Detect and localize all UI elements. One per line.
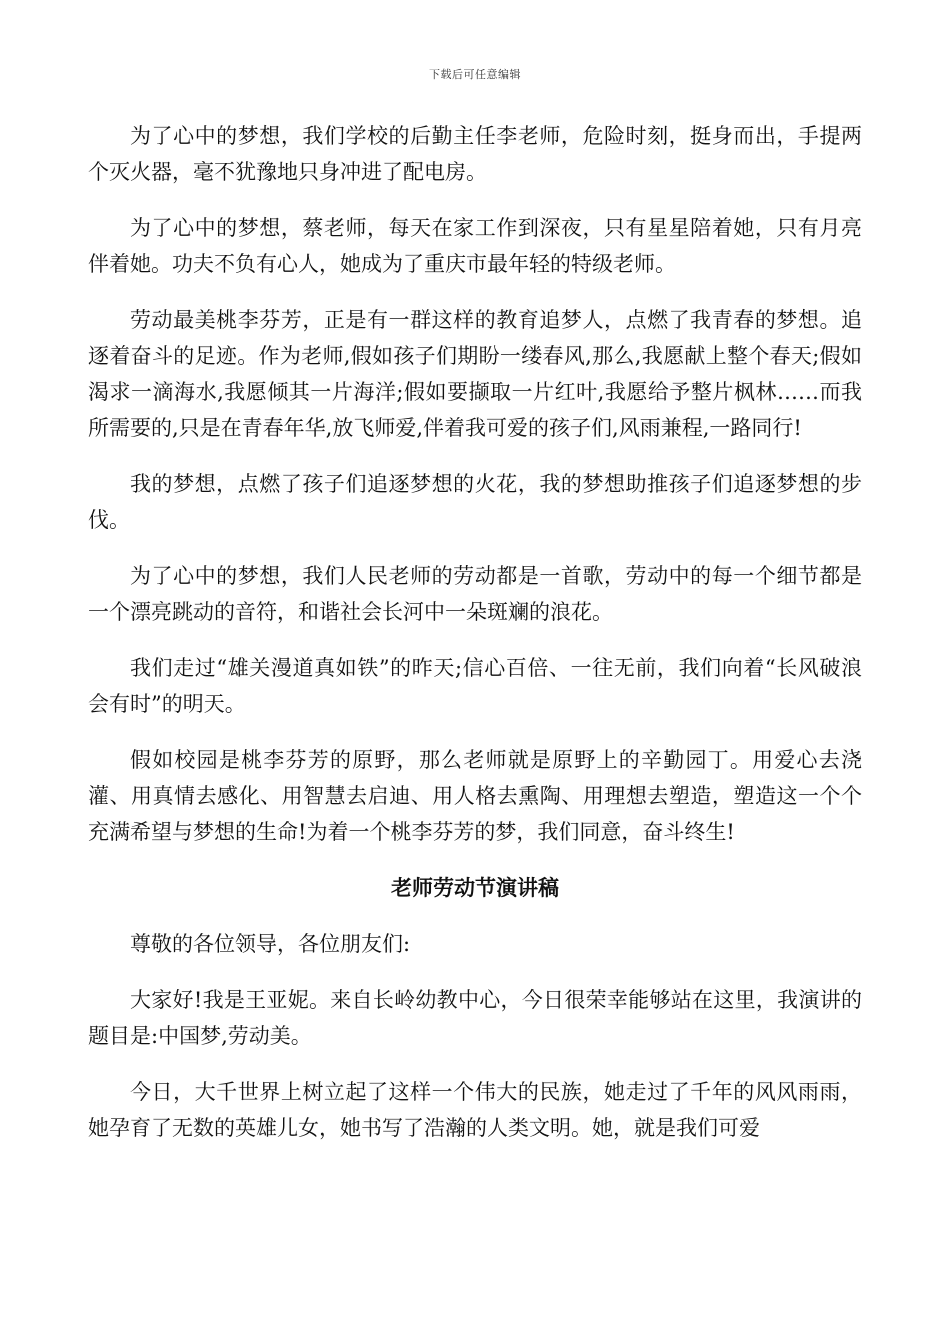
greeting-paragraph: 大家好!我是王亚妮。来自长岭幼教中心，今日很荣幸能够站在这里，我演讲的题目是:中国梦,劳动美。 — [88, 988, 862, 1048]
paragraph-4: 我的梦想，点燃了孩子们追逐梦想的火花，我的梦想助推孩子们追逐梦想的步伐。 — [88, 472, 862, 532]
paragraph-2: 为了心中的梦想，蔡老师，每天在家工作到深夜，只有星星陪着她，只有月亮伴着她。功夫不负有心人，她成为了重庆市最年轻的特级老师。 — [88, 216, 862, 276]
salutation-paragraph: 尊敬的各位领导，各位朋友们: — [130, 932, 411, 956]
section-title: 老师劳动节演讲稿 — [391, 876, 559, 900]
document-body — [88, 118, 862, 1166]
page-header: 下载后可任意编辑 — [429, 68, 521, 81]
paragraph-3: 劳动最美桃李芬芳，正是有一群这样的教育追梦人，点燃了我青春的梦想。追逐着奋斗的足迹。作为老师,假如孩子们期盼一缕春风,那么,我愿献上整个春天;假如渴求一滴海水,我愿倾其一片海洋;假如要撷取一片红叶,我愿给予整片枫林……而我所需要的,只是在青春年华,放飞师爱,伴着我可爱的孩子们,风雨兼程,一路同行! — [88, 308, 862, 440]
paragraph-6: 我们走过“雄关漫道真如铁”的昨天;信心百倍、一往无前，我们向着“长风破浪会有时”的明天。 — [88, 656, 862, 716]
paragraph-1: 为了心中的梦想，我们学校的后勤主任李老师，危险时刻，挺身而出，手提两个灭火器，毫不犹豫地只身冲进了配电房。 — [88, 124, 862, 184]
paragraph-7: 假如校园是桃李芬芳的原野，那么老师就是原野上的辛勤园丁。用爱心去浇灌、用真情去感化、用智慧去启迪、用人格去熏陶、用理想去塑造，塑造这一个个充满希望与梦想的生命!为着一个桃李芬芳的梦，我们同意，奋斗终生! — [88, 748, 862, 844]
body-paragraph: 今日，大千世界上树立起了这样一个伟大的民族，她走过了千年的风风雨雨，她孕育了无数的英雄儿女，她书写了浩瀚的人类文明。她，就是我们可爱 — [88, 1080, 862, 1140]
paragraph-5: 为了心中的梦想，我们人民老师的劳动都是一首歌，劳动中的每一个细节都是一个漂亮跳动的音符，和谐社会长河中一朵斑斓的浪花。 — [88, 564, 862, 624]
